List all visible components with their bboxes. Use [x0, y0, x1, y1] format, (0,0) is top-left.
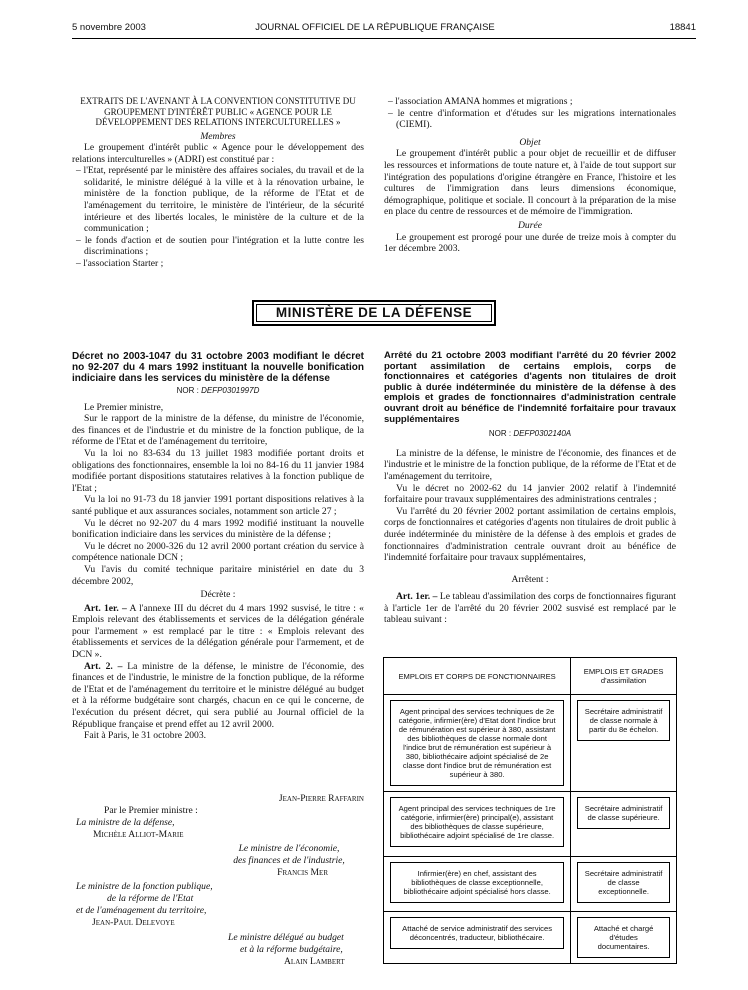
membres-item: – l'association AMANA hommes et migrations ;: [388, 96, 573, 107]
nor-value: DEFP0301997D: [201, 386, 260, 395]
membres-item: – le centre d'information et d'études sur les migrations internationales (CIEMI).: [388, 107, 676, 131]
header-line: EMPLOIS ET GRADES: [583, 667, 664, 676]
signature-role: Le ministre de l'économie,: [238, 843, 340, 854]
decret-article-1: [72, 603, 364, 661]
arrete-ministres: La ministre de la défense, le ministre de l'économie, des finances et de l'industrie et le ministre de la fonction publique, de la réforme de l'Etat et de l'aménagement du territoire,: [384, 447, 676, 482]
decret-fait: Fait à Paris, le 31 octobre 2003.: [84, 730, 207, 742]
signature-role: de la réforme de l'Etat: [107, 893, 194, 904]
signature-name: Michèle Alliot-Marie: [93, 829, 184, 840]
arrete-visa-arrete: Vu l'arrêté du 20 février 2002 portant assimilation de certains emplois, corps de fonctionnaires et catégories d'agents non titulaires de droit public à durée indéterminée du ministère de la défense à des emplois et grades de fonctionnaires d'administration centrale ouvrant droit au bénéfice de l'indemnité forfaitaire pour travaux supplémentaires,: [384, 505, 676, 564]
table-cell: Attaché de service administratif des services déconcentrés, traducteur, bibliothécaire.: [390, 917, 564, 949]
extraits-right-column: [384, 96, 676, 255]
arrete-nor: [384, 428, 676, 440]
duree-text: Le groupement est prorogé pour une durée de treize mois à compter du 1er décembre 2003.: [384, 231, 676, 255]
duree-heading: Durée: [518, 219, 542, 231]
table-header-cell: [571, 658, 677, 695]
signature-role: et à la réforme budgétaire,: [240, 944, 343, 955]
decret-visa-loi-1991: Vu la loi no 91-73 du 18 janvier 1991 portant dispositions relatives à la santé publique et aux assurances sociales, notamment son article 27 ;: [72, 494, 364, 517]
signature-name: Francis Mer: [277, 867, 328, 878]
arrete-title: Arrêté du 21 octobre 2003 modifiant l'arrêté du 20 février 2002 portant assimilation de certains emplois, corps de fonctionnaires et catégories d'agents non titulaires de droit public à durée indéterminée du ministère de la défense à des emplois et grades de fonctionnaires d'administration centrale ouvrant droit au bénéfice de l'indemnité forfaitaire pour travaux supplémentaires: [384, 350, 676, 425]
membres-item: – l'Etat, représenté par le ministère des affaires sociales, du travail et de la solidarité, le ministre délégué à la ville et à la rénovation urbaine, le ministère de la fonction publique, de la réforme de l'Etat et de l'aménagement du territoire, le ministère de l'intérieur, de la sécurité intérieure et des libertés locales, le ministère de la culture et de la communication ;: [76, 165, 364, 235]
table-cell: Secrétaire administratif de classe exceptionnelle.: [577, 862, 670, 903]
signature-role: Le ministre délégué au budget: [228, 932, 344, 943]
signature-role: Le ministre de la fonction publique,: [76, 881, 213, 892]
article-label: Art. 1er. –: [84, 602, 127, 614]
decret-visa-decret-1992: Vu le décret no 92-207 du 4 mars 1992 modifié instituant la nouvelle bonification indiciaire dans les services du ministère de la défense ;: [72, 517, 364, 541]
decret-nor: [72, 385, 364, 397]
article-text: Le tableau d'assimilation des corps de fonctionnaires figurant à l'article 1er de l'arrêté du 20 février 2002 susvisé est remplacé par le tableau suivant :: [384, 591, 676, 626]
table-cell: Agent principal des services techniques de 2e catégorie, infirmier(ère) d'Etat dont l'indice brut de rémunération est supérieur à 380, assistant des bibliothèques de classe normale dont l'indice brut de rémunération est supérieur à 380, bibliothécaire adjoint spécialisé de 2e classe dont l'indice brut de rémunération est supérieur à 380.: [390, 700, 564, 786]
arrete-visa-decret: Vu le décret no 2002-62 du 14 janvier 2002 relatif à l'indemnité forfaitaire pour travaux supplémentaires des administrations centrales ;: [384, 482, 676, 506]
table-cell: Agent principal des services techniques de 1re catégorie, infirmier(ère) principal(e), assistant des bibliothèques de classe supérieure, bibliothécaire adjoint spécialisé de 1re classe.: [390, 797, 564, 847]
nor-value: DEFP0302140A: [513, 429, 572, 439]
header-line: d'assimilation: [600, 676, 647, 685]
table-row: [384, 792, 677, 857]
decret-title: Décret no 2003-1047 du 31 octobre 2003 modifiant le décret no 92-207 du 4 mars 1992 instituant la nouvelle bonification indiciaire dans les services du ministère de la défense: [72, 351, 364, 384]
table-header-cell: EMPLOIS ET CORPS DE FONCTIONNAIRES: [384, 658, 571, 695]
decret-visa-avis: Vu l'avis du comité technique paritaire ministériel en date du 3 décembre 2002,: [72, 563, 364, 587]
arrete-arretent: Arrêtent :: [511, 573, 549, 585]
article-text: A l'annexe III du décret du 4 mars 1992 susvisé, le titre : « Emplois relevant des établissements et services de la délégation générale pour l'armement » est remplacé par le titre : « Emplois relevant des établissements et services de la délégation générale pour l'armement, et de DCN ».: [72, 602, 364, 661]
membres-heading: Membres: [200, 130, 236, 142]
decret-premier-ministre: Le Premier ministre,: [84, 401, 164, 413]
objet-text: Le groupement d'intérêt public a pour objet de recueillir et de diffuser les ressources et informations de toute nature et, à l'aide de tout support sur l'intégration des populations d'origine étrangère en France, l'histoire et les cultures de l'immigration dans leurs dimensions économique, démographique, politique et sociale. Il concourt à la préparation de la mise en place du centre de ressources et de mémoire de l'immigration.: [384, 148, 676, 218]
article-text: La ministre de la défense, le ministre de l'économie, des finances et de l'industrie, le ministre de la fonction publique, de la réforme de l'Etat et de l'aménagement du territoire et le ministre délégué au budget et à la réforme budgétaire sont chargés, chacun en ce qui le concerne, de l'exécution du présent décret, qui sera publié au Journal officiel de la République française et prend effet au 12 avril 2000.: [72, 660, 364, 730]
assimilation-table: [383, 657, 677, 964]
signature-role: et de l'aménagement du territoire,: [76, 905, 207, 916]
objet-heading: Objet: [519, 136, 541, 148]
par-premier-ministre: Par le Premier ministre :: [104, 805, 198, 816]
signature-name: Alain Lambert: [284, 956, 345, 967]
arrete-column: [384, 351, 676, 626]
extraits-title: EXTRAITS DE L'AVENANT À LA CONVENTION CONSTITUTIVE DU GROUPEMENT D'INTÉRÊT PUBLIC « AGENCE POUR LE DÉVELOPPEMENT DES RELATIONS INTERCULTURELLES »: [80, 96, 356, 127]
decret-visa-loi-1983: Vu la loi no 83-634 du 13 juillet 1983 modifiée portant droits et obligations des fonctionnaires, ensemble la loi no 84-16 du 11 janvier 1984 modifiée portant dispositions statutaires relatives à la fonction publique de l'Etat ;: [72, 447, 364, 494]
ministry-heading: MINISTÈRE DE LA DÉFENSE: [252, 300, 496, 326]
decret-decrete: Décrète :: [200, 589, 236, 601]
header-page-number: 18841: [669, 22, 696, 33]
membres-item: – le fonds d'action et de soutien pour l'intégration et la lutte contre les discriminations ;: [76, 234, 364, 258]
signature-role: des finances et de l'industrie,: [233, 855, 345, 866]
membres-item: – l'association Starter ;: [76, 258, 164, 270]
signature-premier-ministre: Jean-Pierre Raffarin: [278, 793, 364, 804]
decret-visa-rapport: Sur le rapport de la ministre de la défense, du ministre de l'économie, des finances et de l'industrie et du ministre de la fonction publique, de la réforme de l'Etat et de l'aménagement du territoire,: [72, 413, 364, 448]
decret-article-2: [72, 661, 364, 731]
signature-name: Jean-Paul Delevoye: [92, 917, 175, 928]
table-cell: Secrétaire administratif de classe supérieure.: [577, 797, 670, 829]
article-label: Art. 1er. –: [396, 591, 438, 603]
decret-visa-decret-2000: Vu le décret no 2000-326 du 12 avril 2000 portant création du service à compétence nationale DCN ;: [72, 540, 364, 564]
table-header-row: [384, 658, 677, 695]
membres-intro: Le groupement d'intérêt public « Agence pour le développement des relations interculturelles » (ADRI) est constitué par :: [72, 142, 364, 165]
table-row: [384, 857, 677, 912]
extraits-left-column: [72, 96, 364, 270]
decret-column: [72, 351, 364, 742]
header-journal-title: JOURNAL OFFICIEL DE LA RÉPUBLIQUE FRANÇAISE: [255, 22, 495, 33]
nor-label: NOR :: [176, 386, 199, 395]
arrete-article-1: [384, 591, 676, 626]
signature-role: La ministre de la défense,: [76, 817, 175, 828]
table-row: [384, 912, 677, 964]
article-label: Art. 2. –: [84, 660, 123, 672]
table-cell: Attaché et chargé d'études documentaires.: [577, 917, 670, 958]
table-cell: Infirmier(ère) en chef, assistant des bibliothèques de classe exceptionnelle, bibliothécaire adjoint spécialisé hors classe.: [390, 862, 564, 903]
nor-label: NOR :: [488, 429, 512, 439]
header-rule: [72, 38, 696, 39]
header-date: 5 novembre 2003: [72, 22, 146, 33]
table-row: [384, 695, 677, 792]
table-cell: Secrétaire administratif de classe normale à partir du 8e échelon.: [577, 700, 670, 741]
